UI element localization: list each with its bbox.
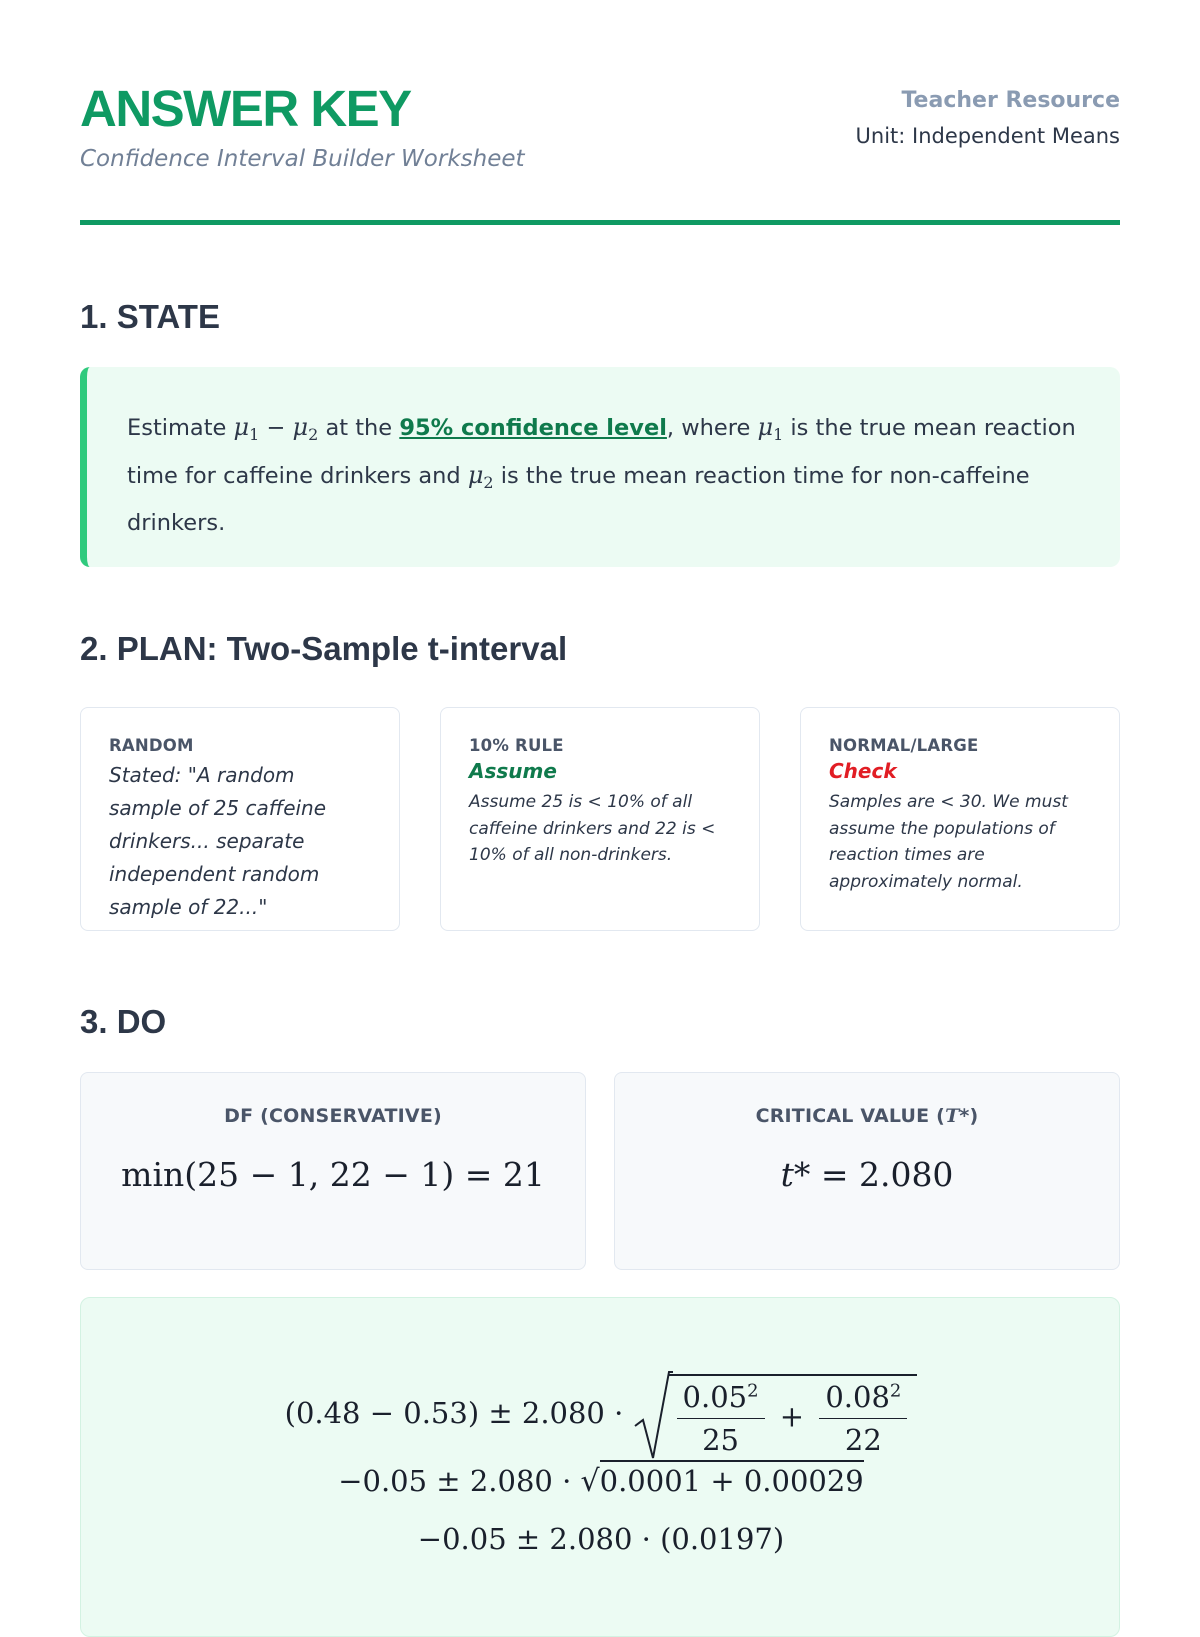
page-subtitle: Confidence Interval Builder Worksheet <box>80 146 525 172</box>
df-box <box>80 1072 586 1270</box>
section-heading-state: 1. STATE <box>80 298 220 335</box>
header <box>80 78 1120 228</box>
sqrt-body: $\frac{0.05^2}{25}$ + $\frac{0.08^2}{22}$ <box>669 1374 918 1457</box>
sqrt-symbol: √ <box>580 1464 600 1499</box>
critical-value-formula: t* = 2.080 <box>780 1155 954 1194</box>
fraction-2: $\frac{0.08^2}{22}$ <box>819 1380 907 1457</box>
card-note: Assume 25 is < 10% of all caffeine drinkers and 22 is < 10% of all non-drinkers. <box>469 792 716 865</box>
card-status: Check <box>829 759 897 783</box>
card-note: Samples are < 30. We must assume the populations of reaction times are approximately normal. <box>829 792 1068 892</box>
state-text: at the <box>318 415 400 441</box>
state-text: Estimate <box>127 415 234 441</box>
calc-line-2: −0.05 ± 2.080 · √0.0001 + 0.00029 <box>81 1464 1121 1499</box>
card-text: Stated: "A random sample of 25 caffeine drinkers... separate independent random sample of 22..." <box>109 763 327 919</box>
sqrt-symbol <box>633 1368 673 1462</box>
critical-value-label: CRITICAL VALUE (T*) <box>755 1105 979 1127</box>
section-heading-do: 3. DO <box>80 1003 167 1040</box>
margin-calculation-box <box>80 1297 1120 1637</box>
mu2-symbol: $\mu_2$ <box>467 461 494 492</box>
header-divider <box>80 220 1120 225</box>
calc-line-1: (0.48 − 0.53) ± 2.080 · $\frac{0.05^2}{25}$ + $\frac{0.08^2}{22}$ <box>81 1368 1121 1462</box>
condition-card-normal-large <box>800 707 1120 931</box>
minus-sign: − <box>259 415 293 441</box>
state-statement-box <box>80 367 1120 567</box>
calc-line-3: −0.05 ± 2.080 · (0.0197) <box>417 1522 785 1556</box>
critical-value-box <box>614 1072 1120 1270</box>
page-title: ANSWER KEY <box>80 80 411 137</box>
card-label: RANDOM <box>109 736 194 755</box>
fraction-1: $\frac{0.05^2}{25}$ <box>677 1380 765 1457</box>
resource-label: Teacher Resource <box>901 88 1120 113</box>
df-label: DF (CONSERVATIVE) <box>224 1105 442 1127</box>
card-status: Assume <box>469 759 557 783</box>
mu1-symbol: $\mu_1$ <box>233 413 260 444</box>
card-label: NORMAL/LARGE <box>829 736 979 755</box>
state-text: is the true mean reaction time for caffeine drinkers and <box>127 415 1076 489</box>
condition-card-10-percent <box>440 707 760 931</box>
mu1-symbol: $\mu_1$ <box>757 413 784 444</box>
unit-label: Unit: Independent Means <box>855 124 1120 148</box>
condition-card-random <box>80 707 400 931</box>
card-label: 10% RULE <box>469 736 564 755</box>
mu2-symbol: $\mu_2$ <box>292 413 319 444</box>
section-heading-plan: 2. PLAN: Two-Sample t-interval <box>80 630 568 667</box>
state-text: is the true mean reaction time for non-caffeine drinkers. <box>127 463 1030 536</box>
state-text: , where <box>666 415 758 441</box>
df-formula: min(25 − 1, 22 − 1) = 21 <box>121 1155 545 1194</box>
confidence-level-highlight: 95% confidence level <box>399 415 667 441</box>
